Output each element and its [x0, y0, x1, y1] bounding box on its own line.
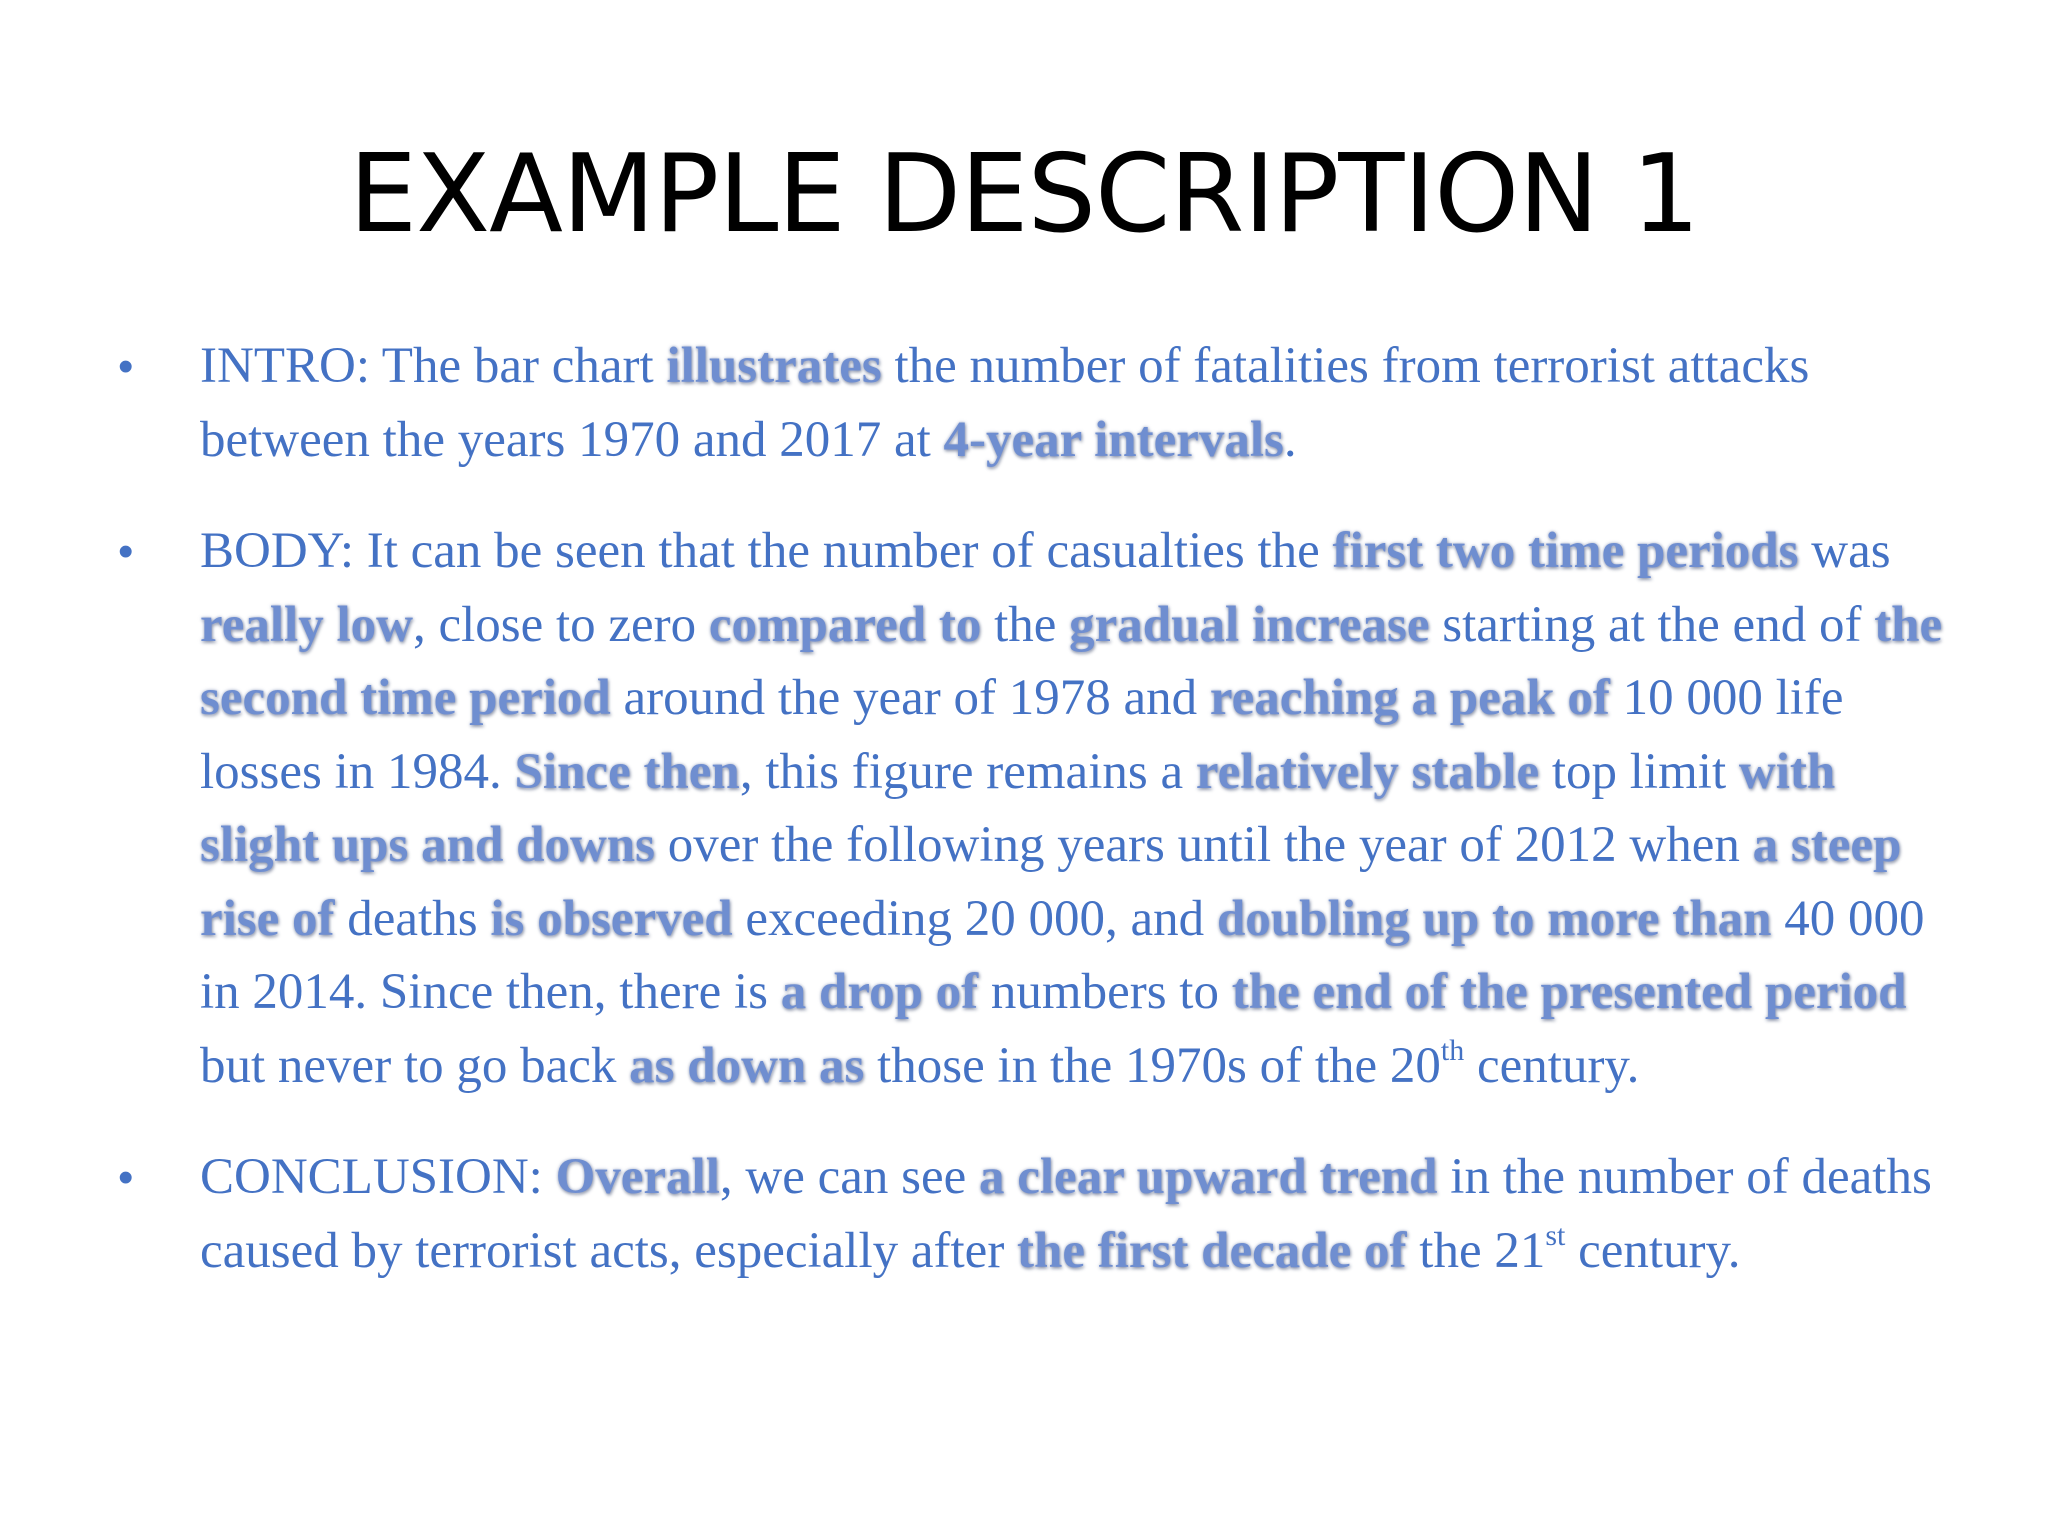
bullet-dot-icon: •	[118, 1153, 134, 1202]
highlighted-phrase: relatively stable	[1195, 743, 1540, 800]
highlighted-phrase: doubling up to more than	[1216, 890, 1772, 947]
text-segment: those in the 1970s of the 20	[864, 1037, 1441, 1094]
highlighted-phrase: with slight ups and downs	[200, 743, 1836, 873]
bullet-list	[118, 330, 1948, 1326]
highlighted-phrase: a drop of	[780, 964, 979, 1020]
highlighted-phrase: reaching a peak of	[1209, 670, 1610, 726]
text-segment: , this figure remains a	[739, 743, 1196, 800]
bullet-text	[200, 1149, 1932, 1279]
highlighted-phrase: as down as	[629, 1037, 865, 1094]
text-segment: INTRO: The bar chart	[200, 338, 667, 394]
text-segment: over the following years until the year of 2012 when	[655, 817, 1753, 873]
highlighted-phrase: compared to	[708, 596, 982, 653]
bullet-body	[118, 515, 1948, 1103]
highlighted-phrase: is observed	[490, 890, 733, 947]
highlighted-phrase: a clear upward trend	[979, 1149, 1438, 1205]
highlighted-phrase: Since then	[514, 743, 740, 800]
text-segment: the number of fatalities from terrorist attacks between the years 1970 and 2017 at	[200, 338, 1810, 468]
text-segment: numbers to	[978, 964, 1232, 1020]
text-segment: century.	[1464, 1037, 1640, 1094]
highlighted-phrase: first two time periods	[1332, 523, 1799, 579]
text-segment: , we can see	[719, 1149, 979, 1205]
text-segment: exceeding 20 000, and	[732, 890, 1217, 947]
text-segment: CONCLUSION:	[200, 1149, 556, 1205]
bullet-text	[200, 338, 1809, 468]
text-segment: 40 000 in 2014. Since then, there is	[200, 890, 1925, 1020]
highlighted-phrase: really low	[200, 596, 413, 653]
text-segment: deaths	[334, 890, 491, 947]
text-segment: in the number of deaths caused by terrorist acts, especially after	[200, 1149, 1932, 1279]
bullet-conclusion	[118, 1141, 1948, 1288]
text-segment: around the year of 1978 and	[610, 670, 1210, 726]
highlighted-phrase: the second time period	[200, 596, 1943, 726]
slide-title: EXAMPLE DESCRIPTION 1	[348, 132, 1700, 257]
highlighted-phrase: the end of the presented period	[1231, 964, 1907, 1020]
bullet-text	[200, 523, 1942, 1094]
text-segment: .	[1283, 411, 1297, 468]
superscript-text: st	[1545, 1218, 1566, 1252]
text-segment: 10 000 life losses in 1984.	[200, 670, 1844, 800]
text-segment: top limit	[1539, 743, 1739, 800]
highlighted-phrase: illustrates	[666, 338, 882, 394]
text-segment: century.	[1565, 1222, 1741, 1279]
highlighted-phrase: the first decade of	[1017, 1222, 1407, 1279]
text-segment: but never to go back	[200, 1037, 630, 1094]
bullet-dot-icon: •	[118, 527, 134, 576]
text-segment: the	[981, 596, 1070, 653]
highlighted-phrase: 4-year intervals	[943, 411, 1284, 468]
bullet-intro	[118, 330, 1948, 477]
highlighted-phrase: a steep rise of	[200, 817, 1902, 947]
text-segment: BODY: It can be seen that the number of casualties the	[200, 523, 1333, 579]
text-segment: , close to zero	[412, 596, 709, 653]
bullet-dot-icon: •	[118, 342, 134, 391]
highlighted-phrase: gradual increase	[1069, 596, 1430, 653]
text-segment: was	[1798, 523, 1891, 579]
text-segment: the 21	[1406, 1222, 1546, 1279]
highlighted-phrase: Overall	[555, 1149, 720, 1205]
text-segment: starting at the end of	[1429, 596, 1875, 653]
superscript-text: th	[1440, 1033, 1465, 1067]
